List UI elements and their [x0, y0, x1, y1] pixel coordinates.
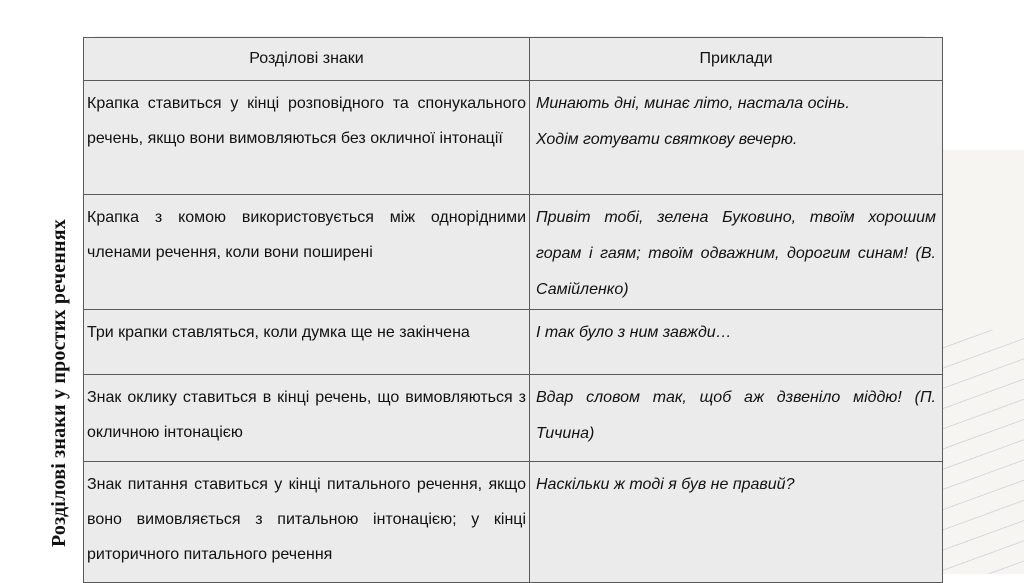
punctuation-table: [83, 37, 943, 583]
table-row: [84, 310, 943, 375]
table-row: [84, 462, 943, 583]
example-cell: [530, 310, 943, 375]
example-text: [530, 81, 942, 158]
rule-text: Знак оклику ставиться в кінці речень, що вимовляються з окличною інтонацією: [87, 389, 526, 441]
rule-cell: [84, 195, 530, 310]
table-header-row: [84, 38, 943, 81]
rule-cell: [84, 81, 530, 195]
header-examples: Приклади: [530, 38, 943, 81]
side-title: Розділові знаки у простих реченнях: [48, 219, 70, 547]
table-row: [84, 375, 943, 462]
example-line: Ходім готувати святкову вечерю.: [536, 131, 798, 148]
header-punctuation-marks: Розділові знаки: [84, 38, 530, 81]
rule-cell: [84, 310, 530, 375]
rule-cell: [84, 462, 530, 583]
background-lined-paper: [938, 330, 1024, 574]
example-text: Наскільки ж тоді я був не правий?: [536, 476, 795, 493]
table-row: [84, 81, 943, 195]
example-text: І так було з ним завжди…: [536, 324, 732, 341]
rule-text: Крапка з комою використовується між однорідними членами речення, коли вони поширені: [87, 209, 526, 261]
example-cell: [530, 81, 943, 195]
rule-cell: [84, 375, 530, 462]
table-row: [84, 195, 943, 310]
example-line: Минають дні, минає літо, настала осінь.: [536, 95, 850, 112]
example-cell: [530, 375, 943, 462]
rule-text: Знак питання ставиться у кінці питального речення, якщо воно вимовляється з питальною інтонацією; у кінці риторичного питального речення: [87, 476, 526, 563]
rule-text: Крапка ставиться у кінці розповідного та спонукального речень, якщо вони вимовляються без окличної інтонації: [87, 95, 526, 147]
background-top: [0, 0, 1024, 36]
example-cell: [530, 462, 943, 583]
example-text: Вдар словом так, щоб аж дзвеніло міддю! (П. Тичина): [536, 389, 936, 442]
example-text: Привіт тобі, зелена Буковино, твоїм хорошим горам і гаям; твоїм одважним, дорогим синам! (В. Самійленко): [536, 209, 936, 298]
example-cell: [530, 195, 943, 310]
rule-text: Три крапки ставляться, коли думка ще не закінчена: [87, 324, 470, 341]
